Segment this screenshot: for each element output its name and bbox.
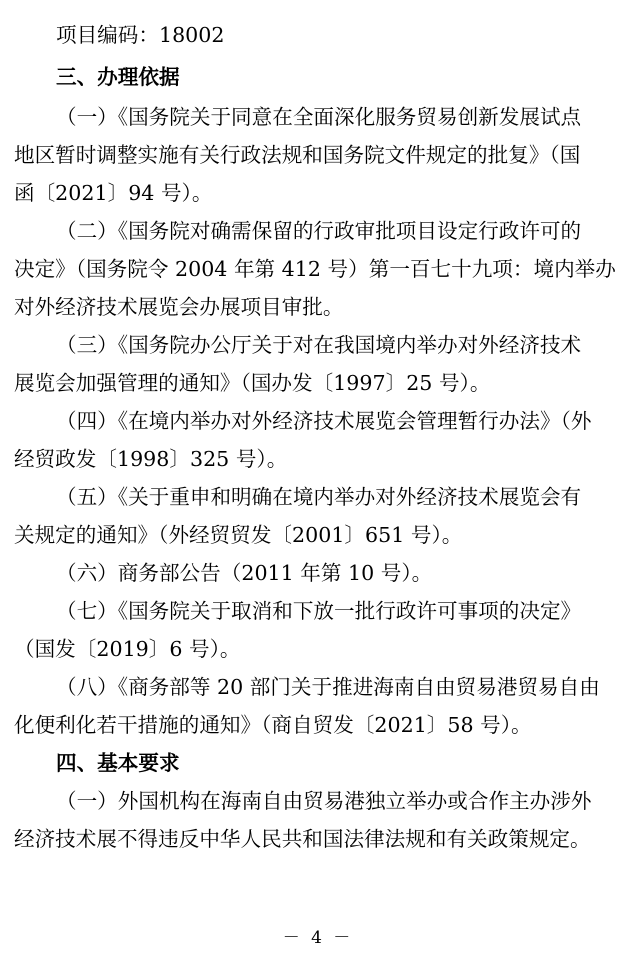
basis-item-3-line-2: 展览会加强管理的通知》（国办发〔1997〕25 号）。 bbox=[14, 371, 491, 395]
page-number: － 4 － bbox=[282, 928, 354, 948]
basis-item-1-line-3: 函〔2021〕94 号）。 bbox=[14, 181, 213, 205]
basis-item-2-line-2: 决定》（国务院令 2004 年第 412 号）第一百七十九项：境内举办 bbox=[14, 257, 616, 281]
basis-item-7-line-1: （七）《国务院关于取消和下放一批行政许可事项的决定》 bbox=[56, 599, 582, 623]
basis-item-7-line-2: （国发〔2019〕6 号）。 bbox=[14, 637, 241, 661]
basis-item-2-line-3: 对外经济技术展览会办展项目审批。 bbox=[14, 295, 344, 319]
basis-item-5-line-2: 关规定的通知》（外经贸贸发〔2001〕651 号）。 bbox=[14, 523, 463, 547]
basis-item-4-line-2: 经贸政发〔1998〕325 号）。 bbox=[14, 447, 288, 471]
basis-item-6-line-1: （六）商务部公告（2011 年第 10 号）。 bbox=[56, 561, 433, 585]
basis-item-8-line-2: 化便利化若干措施的通知》（商自贸发〔2021〕58 号）。 bbox=[14, 713, 532, 737]
basis-item-5-line-1: （五）《关于重申和明确在境内举办对外经济技术展览会有 bbox=[56, 485, 582, 509]
section-heading-basis: 三、办理依据 bbox=[56, 65, 180, 89]
basis-item-1-line-2: 地区暂时调整实施有关行政法规和国务院文件规定的批复》（国 bbox=[14, 143, 581, 167]
requirement-item-1-line-2: 经济技术展不得违反中华人民共和国法律法规和有关政策规定。 bbox=[14, 827, 591, 851]
basis-item-4-line-1: （四）《在境内举办对外经济技术展览会管理暂行办法》（外 bbox=[56, 409, 592, 433]
project-code: 项目编码：18002 bbox=[56, 23, 225, 47]
basis-item-1-line-1: （一）《国务院关于同意在全面深化服务贸易创新发展试点 bbox=[56, 105, 582, 129]
section-heading-requirements: 四、基本要求 bbox=[56, 751, 180, 775]
requirement-item-1-line-1: （一）外国机构在海南自由贸易港独立举办或合作主办涉外 bbox=[56, 789, 592, 813]
basis-item-2-line-1: （二）《国务院对确需保留的行政审批项目设定行政许可的 bbox=[56, 219, 582, 243]
basis-item-3-line-1: （三）《国务院办公厅关于对在我国境内举办对外经济技术 bbox=[56, 333, 582, 357]
basis-item-8-line-1: （八）《商务部等 20 部门关于推进海南自由贸易港贸易自由 bbox=[56, 675, 600, 699]
